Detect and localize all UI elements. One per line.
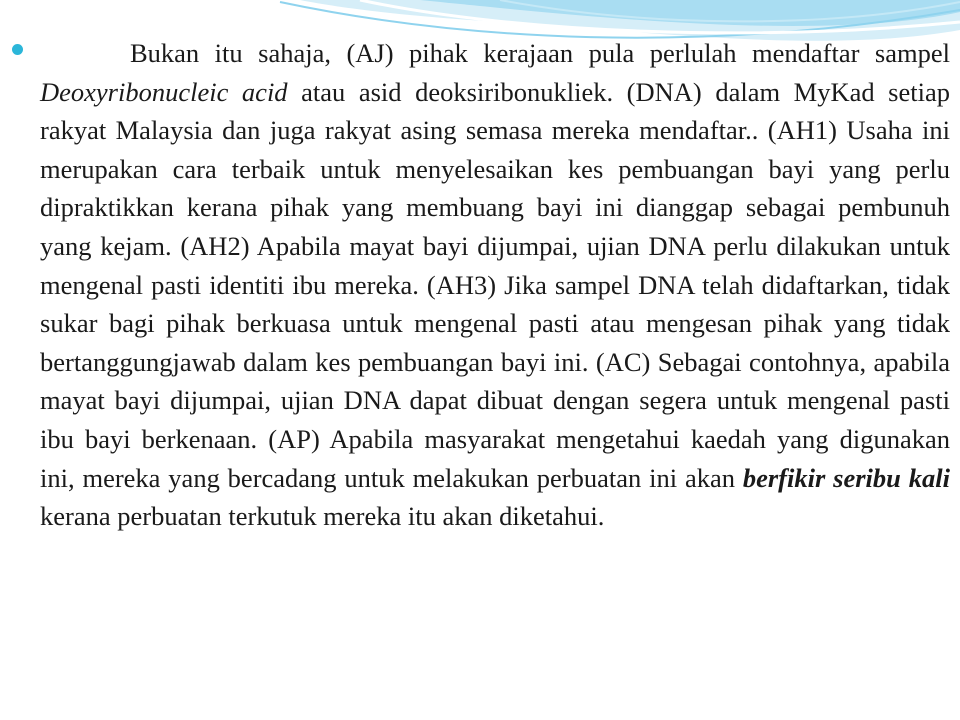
- paragraph-italic-term: Deoxyribonucleic acid: [40, 76, 288, 107]
- paragraph-text-part-2: atau asid deoksiribonukliek. (DNA) dalam MyKad setiap rakyat Malaysia dan juga rakyat asing semasa mereka mendaftar.. (AH1) Usaha ini merupakan cara terbaik untuk menyelesaikan kes pembuangan bayi yang perlu dipraktikkan kerana pihak yang membuang bayi ini dianggap sebagai pembunuh yang kejam. (AH2) Apabila mayat bayi dijumpai, ujian DNA perlu dilakukan untuk mengenal pasti identiti ibu mereka. (AH3) Jika sampel DNA telah didaftarkan, tidak sukar bagi pihak berkuasa untuk mengenal pasti atau mengesan pihak yang tidak bertanggungjawab dalam kes pembuangan bayi ini. (AC) Sebagai contohnya, apabila mayat bayi dijumpai, ujian DNA dapat dibuat dengan segera untuk mengenal pasti ibu bayi berkenaan. (AP) Apabila masyarakat mengetahui kaedah yang digunakan ini, mereka yang bercadang untuk melakukan perbuatan ini akan: [40, 76, 950, 493]
- paragraph-text-part-1: Bukan itu sahaja, (AJ) pihak kerajaan pula perlulah mendaftar sampel: [130, 38, 950, 68]
- body-paragraph: [40, 34, 950, 536]
- paragraph-emphasis: berfikir seribu kali: [742, 462, 950, 493]
- paragraph-text-part-3: kerana perbuatan terkutuk mereka itu akan diketahui.: [40, 501, 605, 532]
- bullet-dot-icon: [12, 44, 23, 55]
